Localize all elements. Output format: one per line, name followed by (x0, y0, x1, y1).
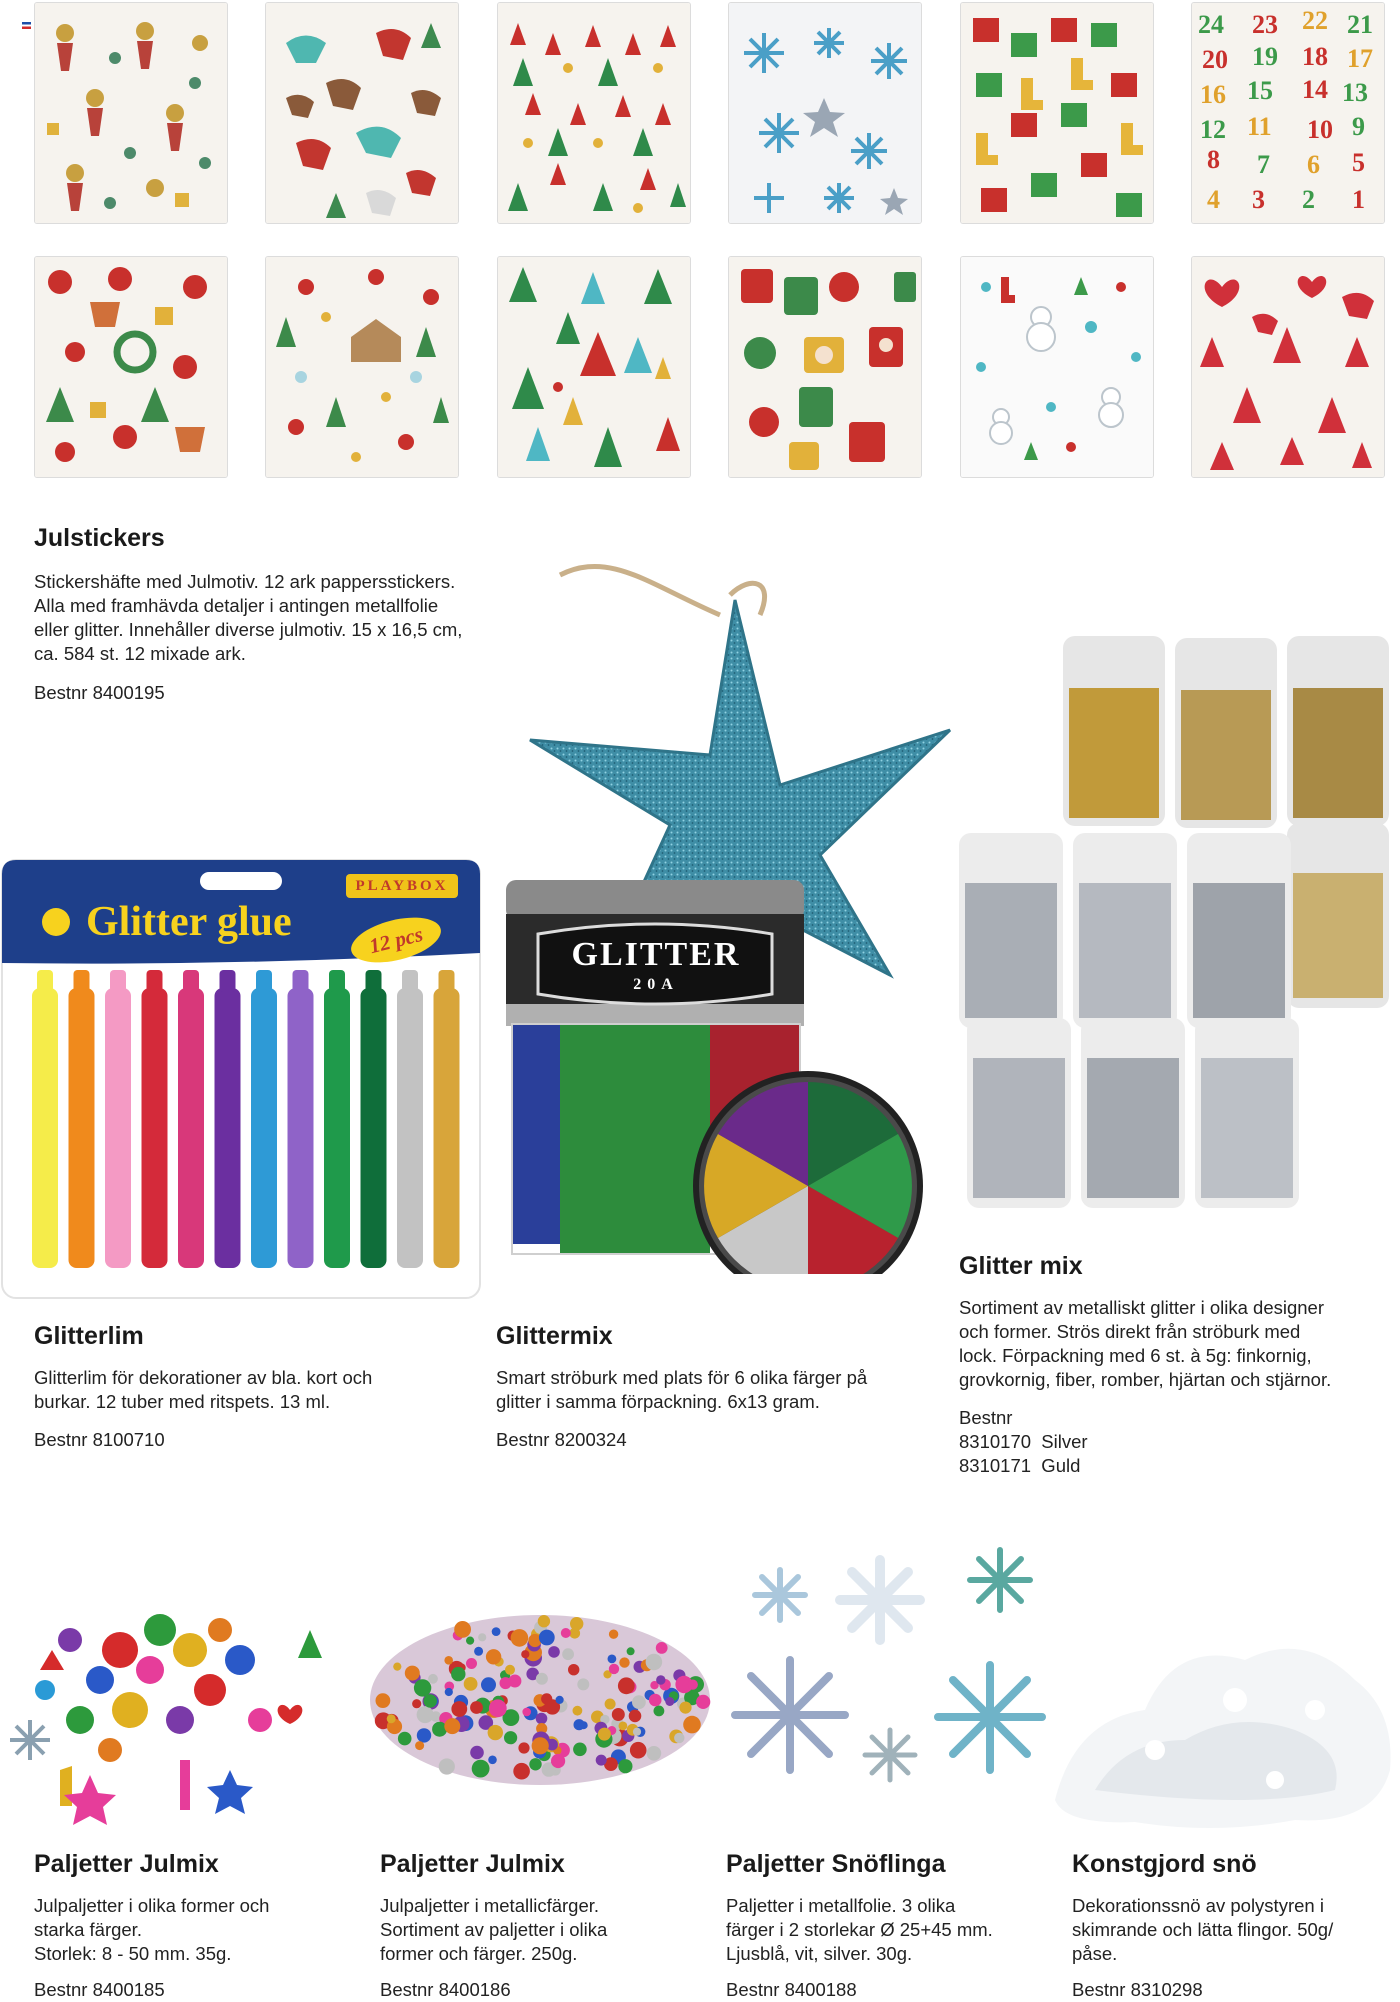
konstgjord-sno-description (1072, 1894, 1392, 1966)
svg-text:7: 7 (1257, 150, 1270, 179)
glue-tube-cap (402, 970, 418, 992)
sequin (683, 1716, 701, 1734)
sequin (488, 1725, 503, 1740)
paljetter-julmix-1-title: Paljetter Julmix (34, 1850, 219, 1878)
sequin (541, 1693, 552, 1704)
svg-text:15: 15 (1247, 76, 1273, 105)
svg-text:16: 16 (1200, 80, 1226, 109)
svg-text:20: 20 (1202, 45, 1228, 74)
sequin (466, 1637, 474, 1645)
sticker-sheet-elves-and-gingerbread (265, 256, 459, 478)
glitter-shaker-jar-image (498, 874, 936, 1274)
julstickers-desc-line: eller glitter. Innehåller diverse julmotiv. 15 x 16,5 cm, (34, 619, 463, 640)
sticker-sheet-gnomes-and-trees (497, 2, 691, 224)
paljetter-julmix-2-title: Paljetter Julmix (380, 1850, 565, 1878)
sequin (486, 1649, 501, 1664)
sequin (492, 1627, 501, 1636)
sequin (629, 1710, 642, 1723)
sequin (649, 1694, 662, 1707)
sequin (556, 1696, 564, 1704)
sequin (417, 1706, 434, 1723)
glitter-mix-desc-line: Sortiment av metalliskt glitter i olika designer (959, 1297, 1325, 1318)
sequin (398, 1732, 412, 1746)
sequin (522, 1708, 531, 1717)
paljetter-snoflinga-desc-line: Paljetter i metallfolie. 3 olika (726, 1895, 956, 1916)
sequin (504, 1731, 517, 1744)
sequin (505, 1665, 515, 1675)
glitter-jar-label-subtitle: 20A (633, 976, 679, 993)
glitter-glue-count-badge: 12 pcs (347, 909, 446, 970)
sticker-sheet-reindeer (265, 2, 459, 224)
flag-icon (22, 22, 31, 29)
konstgjord-sno-desc-line: skimrande och lätta flingor. 50g/ (1072, 1919, 1334, 1940)
svg-text:13: 13 (1342, 78, 1368, 107)
sequin (444, 1718, 460, 1734)
sequin (417, 1728, 431, 1742)
sequin (674, 1733, 684, 1743)
svg-text:18: 18 (1302, 42, 1328, 71)
sequin (605, 1699, 616, 1710)
glue-tube-cap (220, 970, 236, 992)
glue-tube (251, 988, 277, 1268)
glittermix-desc-line: Smart ströburk med plats för 6 olika färger på (496, 1367, 868, 1388)
sticker-sheet-mixed-christmas (34, 256, 228, 478)
konstgjord-sno-title: Konstgjord snö (1072, 1850, 1257, 1878)
glue-tube-cap (366, 970, 382, 992)
glue-tube (215, 988, 241, 1268)
sequin (474, 1647, 483, 1656)
konstgjord-sno-desc-line: Dekorationssnö av polystyren i (1072, 1895, 1324, 1916)
glue-tube-cap (37, 970, 53, 992)
glue-tube (361, 988, 387, 1268)
konstgjord-sno-order-number: Bestnr 8310298 (1072, 1979, 1203, 2000)
svg-text:19: 19 (1252, 42, 1278, 71)
sequin (405, 1666, 420, 1681)
sequin (529, 1758, 541, 1770)
sequin (551, 1754, 565, 1768)
sequin (632, 1695, 646, 1709)
sequin (569, 1628, 580, 1639)
sequin (646, 1654, 663, 1671)
sequin (630, 1742, 647, 1759)
glitter-mix-desc-line: grovkornig, fiber, romber, hjärtan och stjärnor. (959, 1369, 1332, 1390)
glitterlim-order-number: Bestnr 8100710 (34, 1429, 165, 1450)
paljetter-julmix-1-desc-line: Storlek: 8 - 50 mm. 35g. (34, 1943, 232, 1964)
glue-tube (142, 988, 168, 1268)
glue-tube-cap (74, 970, 90, 992)
sequin (612, 1708, 625, 1721)
sticker-sheet-advent-numbers (1191, 2, 1385, 224)
sequin (444, 1656, 453, 1665)
sequin (656, 1642, 668, 1654)
svg-text:6: 6 (1307, 150, 1320, 179)
sequin (619, 1722, 628, 1731)
glitter-mix-order-silver: 8310170 Silver (959, 1431, 1088, 1452)
sequin (412, 1699, 421, 1708)
sequin (532, 1737, 549, 1754)
glue-tube (434, 988, 460, 1268)
sticker-sheet-snowflakes (728, 2, 922, 224)
paljetter-julmix-2-desc-line: Sortiment av paljetter i olika (380, 1919, 608, 1940)
sequin (393, 1663, 401, 1671)
paljetter-snoflinga-desc-line: Ljusblå, vit, silver. 30g. (726, 1943, 913, 1964)
sequin (445, 1688, 453, 1696)
sequin (489, 1699, 507, 1717)
sequin (451, 1667, 465, 1681)
julstickers-desc-line: Alla med framhävda detaljer i antingen metallfolie (34, 595, 439, 616)
sticker-sheet-christmas-trees (497, 256, 691, 478)
sequin (619, 1657, 629, 1667)
svg-text:10: 10 (1307, 115, 1333, 144)
julstickers-desc-line: Stickershäfte med Julmotiv. 12 ark pappersstickers. (34, 571, 456, 592)
glitter-mix-desc-line: lock. Förpackning med 6 st. à 5g: finkornig, (959, 1345, 1312, 1366)
sequin (654, 1706, 665, 1717)
glitter-mix-order-gold: 8310171 Guld (959, 1455, 1081, 1476)
sequin (647, 1746, 662, 1761)
sequin (577, 1678, 589, 1690)
glitter-mix-tubes-image (955, 628, 1400, 1213)
sequins-julmix-image (0, 1570, 350, 1840)
paljetter-julmix-1-desc-line: Julpaljetter i olika former och (34, 1895, 270, 1916)
sequin (548, 1646, 560, 1658)
sequin (536, 1673, 548, 1685)
glitter-glue-package-title: Glitter glue (86, 899, 292, 945)
glue-tube (32, 988, 58, 1268)
sequin (561, 1628, 571, 1638)
sequin (574, 1719, 585, 1730)
svg-text:23: 23 (1252, 10, 1278, 39)
svg-text:17: 17 (1347, 44, 1373, 73)
paljetter-julmix-2-desc-line: former och färger. 250g. (380, 1943, 578, 1964)
sequin (454, 1621, 471, 1638)
sequin (573, 1743, 587, 1757)
glitterlim-desc-line: Glitterlim för dekorationer av bla. kort och (34, 1367, 373, 1388)
glue-tube-cap (439, 970, 455, 992)
sticker-sheet-santa-badges (728, 256, 922, 478)
sequins-julmix-metallic-image (350, 1570, 730, 1820)
sequin (439, 1758, 455, 1774)
glittermix-title: Glittermix (496, 1322, 613, 1350)
sequin (470, 1701, 483, 1714)
glue-tube-cap (183, 970, 199, 992)
sequin (521, 1650, 529, 1658)
sequin (464, 1677, 478, 1691)
paljetter-julmix-2-description (380, 1894, 710, 1966)
sequin (478, 1633, 486, 1641)
svg-text:1: 1 (1352, 185, 1365, 214)
svg-text:12: 12 (1200, 115, 1226, 144)
glue-tube (178, 988, 204, 1268)
julstickers-order-number: Bestnr 8400195 (34, 682, 165, 703)
glue-tube-cap (147, 970, 163, 992)
glitter-mix-desc-line: och former. Strös direkt från ströburk med (959, 1321, 1301, 1342)
sequin (679, 1702, 691, 1714)
glue-tube (288, 988, 314, 1268)
glue-tube (105, 988, 131, 1268)
sticker-sheet-angels (34, 2, 228, 224)
sequin (608, 1655, 617, 1664)
sequin (573, 1706, 583, 1716)
sequin (414, 1679, 431, 1696)
konstgjord-sno-desc-line: påse. (1072, 1943, 1118, 1964)
glue-tube-cap (110, 970, 126, 992)
svg-text:14: 14 (1302, 75, 1328, 104)
julstickers-desc-line: ca. 584 st. 12 mixade ark. (34, 643, 246, 664)
glitter-mix-description (959, 1296, 1399, 1392)
sequin (472, 1760, 490, 1778)
sequin (618, 1759, 632, 1773)
svg-text:21: 21 (1347, 10, 1373, 39)
sequin (609, 1664, 619, 1674)
sequins-snowflake-image (730, 1530, 1060, 1830)
glitterlim-title: Glitterlim (34, 1322, 144, 1350)
sequin (633, 1728, 641, 1736)
glitter-glue-package-image (0, 858, 482, 1300)
svg-text:2: 2 (1302, 185, 1315, 214)
glitter-jar-label-title: GLITTER (571, 936, 741, 973)
sequin (387, 1714, 396, 1723)
paljetter-snoflinga-title: Paljetter Snöflinga (726, 1850, 946, 1878)
svg-text:5: 5 (1352, 148, 1365, 177)
sequin (539, 1630, 555, 1646)
glittermix-order-number: Bestnr 8200324 (496, 1429, 627, 1450)
sticker-sheet-gifts-and-stockings (960, 2, 1154, 224)
sequin (428, 1674, 438, 1684)
sequin (513, 1763, 530, 1780)
sequin (511, 1629, 529, 1647)
sequin (424, 1694, 437, 1707)
paljetter-julmix-2-desc-line: Julpaljetter i metallicfärger. (380, 1895, 600, 1916)
paljetter-julmix-2-order-number: Bestnr 8400186 (380, 1979, 511, 2000)
glitter-mix-order-label: Bestnr (959, 1407, 1013, 1428)
sticker-sheet-snowmen (960, 256, 1154, 478)
sequin (627, 1647, 635, 1655)
sequin (481, 1677, 496, 1692)
glue-tube (397, 988, 423, 1268)
sequin (618, 1677, 635, 1694)
svg-text:4: 4 (1207, 185, 1220, 214)
paljetter-snoflinga-desc-line: färger i 2 storlekar Ø 25+45 mm. (726, 1919, 993, 1940)
svg-text:8: 8 (1207, 145, 1220, 174)
paljetter-snoflinga-order-number: Bestnr 8400188 (726, 1979, 857, 2000)
sequin (500, 1677, 512, 1689)
glitterlim-desc-line: burkar. 12 tuber med ritspets. 13 ml. (34, 1391, 331, 1412)
sequin (598, 1728, 611, 1741)
sequin (665, 1697, 674, 1706)
paljetter-julmix-1-desc-line: starka färger. (34, 1919, 142, 1940)
svg-text:11: 11 (1247, 112, 1272, 141)
julstickers-description (34, 570, 534, 666)
sequin (562, 1648, 574, 1660)
glue-tube (69, 988, 95, 1268)
glitter-mix-title: Glitter mix (959, 1252, 1083, 1280)
sequin (538, 1615, 550, 1627)
sequin (466, 1658, 477, 1669)
svg-text:9: 9 (1352, 112, 1365, 141)
julstickers-title: Julstickers (34, 524, 165, 552)
sequin (656, 1675, 665, 1684)
sequin (688, 1680, 698, 1690)
glue-tube-cap (329, 970, 345, 992)
glittermix-description (496, 1366, 946, 1414)
paljetter-julmix-1-order-number: Bestnr 8400185 (34, 1979, 165, 2000)
sequin (376, 1693, 391, 1708)
sequin (696, 1695, 710, 1709)
sequin (568, 1664, 579, 1675)
sequin (451, 1701, 467, 1717)
glue-tube (324, 988, 350, 1268)
svg-text:3: 3 (1252, 185, 1265, 214)
glittermix-desc-line: glitter i samma förpackning. 6x13 gram. (496, 1391, 820, 1412)
paljetter-julmix-1-description (34, 1894, 364, 1966)
sticker-sheet-red-hearts-and-deer (1191, 256, 1385, 478)
sequin (470, 1746, 484, 1760)
svg-text:22: 22 (1302, 6, 1328, 35)
sequin (536, 1713, 548, 1725)
glitterlim-description (34, 1366, 484, 1414)
glitter-glue-brand-label: PLAYBOX (346, 874, 458, 898)
sequin (488, 1756, 497, 1765)
svg-text:24: 24 (1198, 10, 1224, 39)
paljetter-snoflinga-description (726, 1894, 1056, 1966)
artificial-snow-image (1035, 1600, 1400, 1840)
sequin (518, 1742, 529, 1753)
glue-tube-cap (256, 970, 272, 992)
sequin (609, 1630, 618, 1639)
sequin (415, 1741, 424, 1750)
sequin (596, 1755, 607, 1766)
glue-tube-cap (293, 970, 309, 992)
glitter-mix-order-numbers (959, 1406, 1088, 1478)
